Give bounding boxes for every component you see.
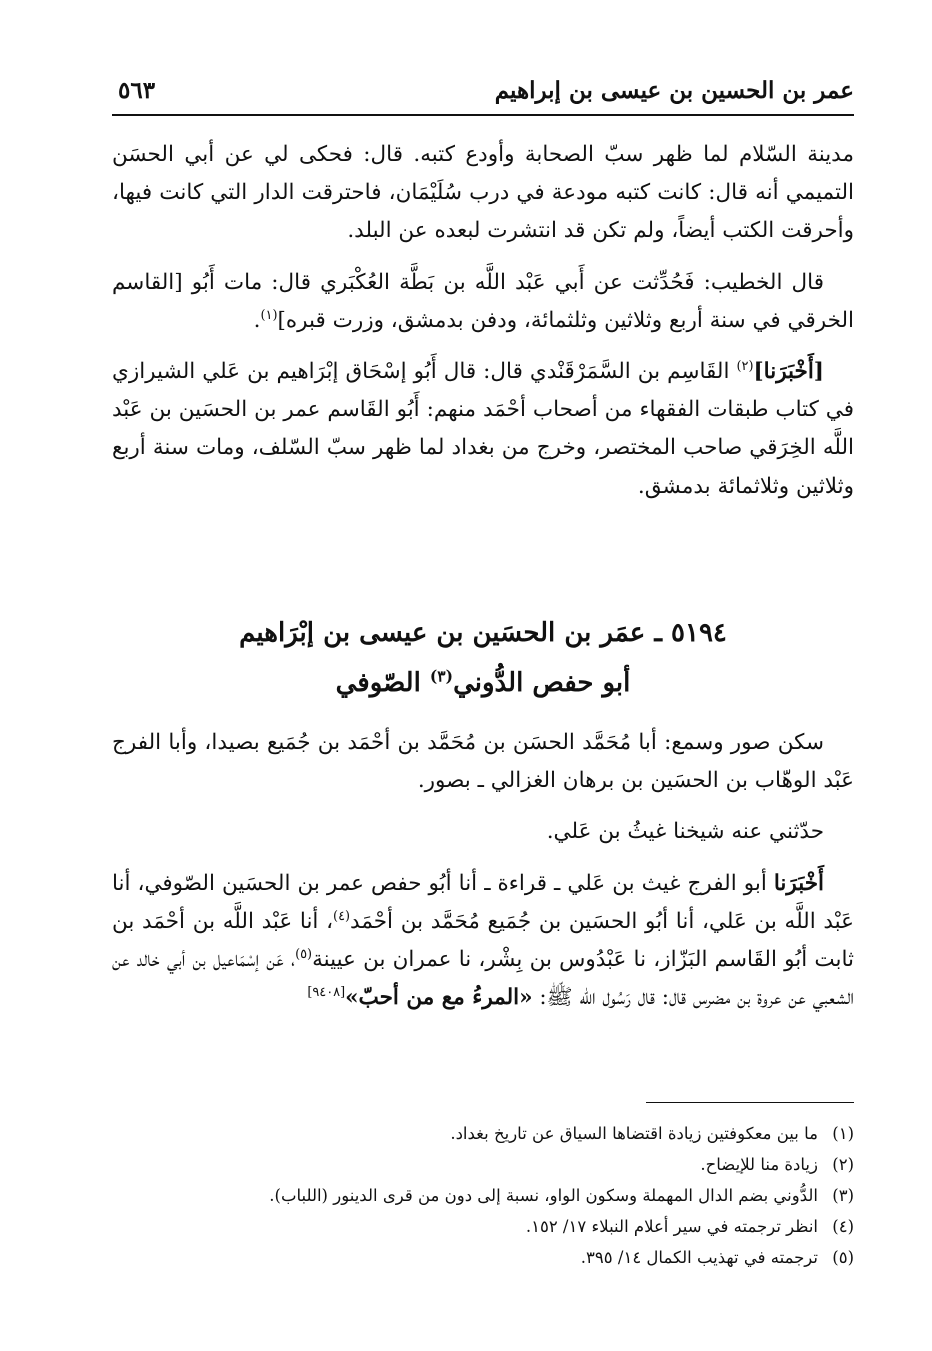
footnote-ref: (٢) [736,358,754,374]
running-title: عمر بن الحسين بن عيسى بن إبراهيم [494,77,854,104]
footnote-item [112,1118,854,1149]
footnote-number: (١) [832,1124,854,1143]
page-header [112,70,854,116]
footnote-item [112,1242,854,1273]
footnote-item [112,1149,854,1180]
footnote-ref: (١) [260,307,278,323]
footnote-text: ما بين معكوفتين زيادة اقتضاها السياق عن تاريخ بغداد. [450,1124,818,1143]
footnote-ref: (٣) [429,666,454,686]
paragraph-text: أبو الفرج غيث بن عَلي ـ قراءة ـ أنا أبُو حفص عمر بن الحسَين الصّوفي، أنا عَبْد اللَّه بن عَلي، أنا أبُو الحسَين بن جُمَيع مُحَمَّد بن أحْمَد [112,870,855,934]
paragraph-text: ، أنا عَبْد اللَّه بن أحْمَد بن ثابت أبُو القَاسم البَزّاز، نا عَبْدُوس بن بِشْر، نا عمران بن عيينة [112,908,854,973]
paragraph [112,264,854,340]
footnote-divider [646,1102,854,1103]
paragraph-text: حدّثني عنه شيخنا غيثُ بن عَلي. [546,819,824,845]
hadith-number: [٩٤٠٨] [307,985,346,1001]
page-number: ٥٦٣ [118,77,156,104]
entry-heading [112,608,854,708]
paragraph-text: قال الخطيب: فَحُدِّثت عن أَبي عَبْد اللَّه بن بَطَّة العُكْبَري قال: مات أَبُو [القاسم الخرقي في سنة أربع وثلاثين وثلثمائة، ودفن بدمشق، وزرت قبره] [112,269,854,333]
paragraph [112,724,854,800]
footnote-text: انظر ترجمته في سير أعلام النبلاء ١٧/ ١٥٢. [525,1217,818,1236]
paragraph-text: مدينة السّلام لما ظهر سبّ الصحابة وأودع كتبه. قال: فحكى لي عن أبي الحسَن التميمي أنه قال: كانت كتبه مودعة في درب سُلَيْمَان، فاحترقت الدار التي كانت فيها، وأحرقت الكتب أيضاً، ولم تكن قد انتشرت لبعده عن البلد. [112,142,854,244]
footnote-ref: (٥) [295,946,313,962]
footnote-number: (٥) [832,1248,854,1267]
footnote-item [112,1180,854,1211]
paragraph-end: . [253,307,261,333]
entry-title: ٥١٩٤ ـ عمَر بن الحسَين بن عيسى بن إبْرَاهيم [239,618,727,648]
body-section-1 [112,136,854,519]
footnote-number: (٣) [832,1186,854,1205]
paragraph-text: سكن صور وسمع: أبا مُحَمَّد الحسَن بن مُحَمَّد بن أحْمَد بن جُمَيع بصيدا، وأبا الفرج عَبْد الوهّاب بن الحسَين بن برهان الغزالي ـ بصور. [112,730,854,794]
footnote-number: (٤) [832,1217,854,1236]
paragraph [112,353,854,506]
footnote-text: ترجمته في تهذيب الكمال ١٤/ ٣٩٥. [580,1248,818,1267]
body-section-2 [112,724,854,1030]
paragraph [112,136,854,251]
footnote-text: زيادة منا للإيضاح. [700,1155,818,1174]
paragraph-text: القَاسِم بن السَّمَرْقَنْدي قال: قال أَبُو إسْحَاق إبْرَاهيم بن عَلي الشيرازي في كتاب طبقات الفقهاء من أصحاب أحْمَد منهم: أَبُو القَاسم عمر بن الحسَين بن عَبْد اللَّه الخِرَقي صاحب المختصر، وخرج من بغداد لما ظهر سبّ السّلف، ومات سنة أربع وثلاثين وثلاثمائة بدمشق. [112,359,854,499]
entry-subtitle: أبو حفص الدُّوني$^{(٣)}$ الصّوفي [335,666,631,698]
paragraph-text: ، عَن إسْمَاعيل بن أبي خالد عن الشعبي عن عروة بن مضرس قال: قال رَسُول الله ﷺ: [112,947,854,1011]
footnote-text: الدُّوني بضم الدال المهملة وسكون الواو، نسبة إلى دون من قرى الدينور (اللباب). [269,1186,818,1205]
hadith-text: «المرءُ مع من أحبّ» [345,985,533,1011]
footnote-ref: (٤) [333,908,351,924]
transmission-keyword: [أَخْبَرَنا] [753,359,824,385]
footnotes [112,1118,854,1273]
footnote-number: (٢) [832,1155,854,1174]
paragraph [112,813,854,851]
paragraph [112,865,854,1018]
footnote-item [112,1211,854,1242]
transmission-keyword: أَخْبَرَنا [773,870,824,896]
